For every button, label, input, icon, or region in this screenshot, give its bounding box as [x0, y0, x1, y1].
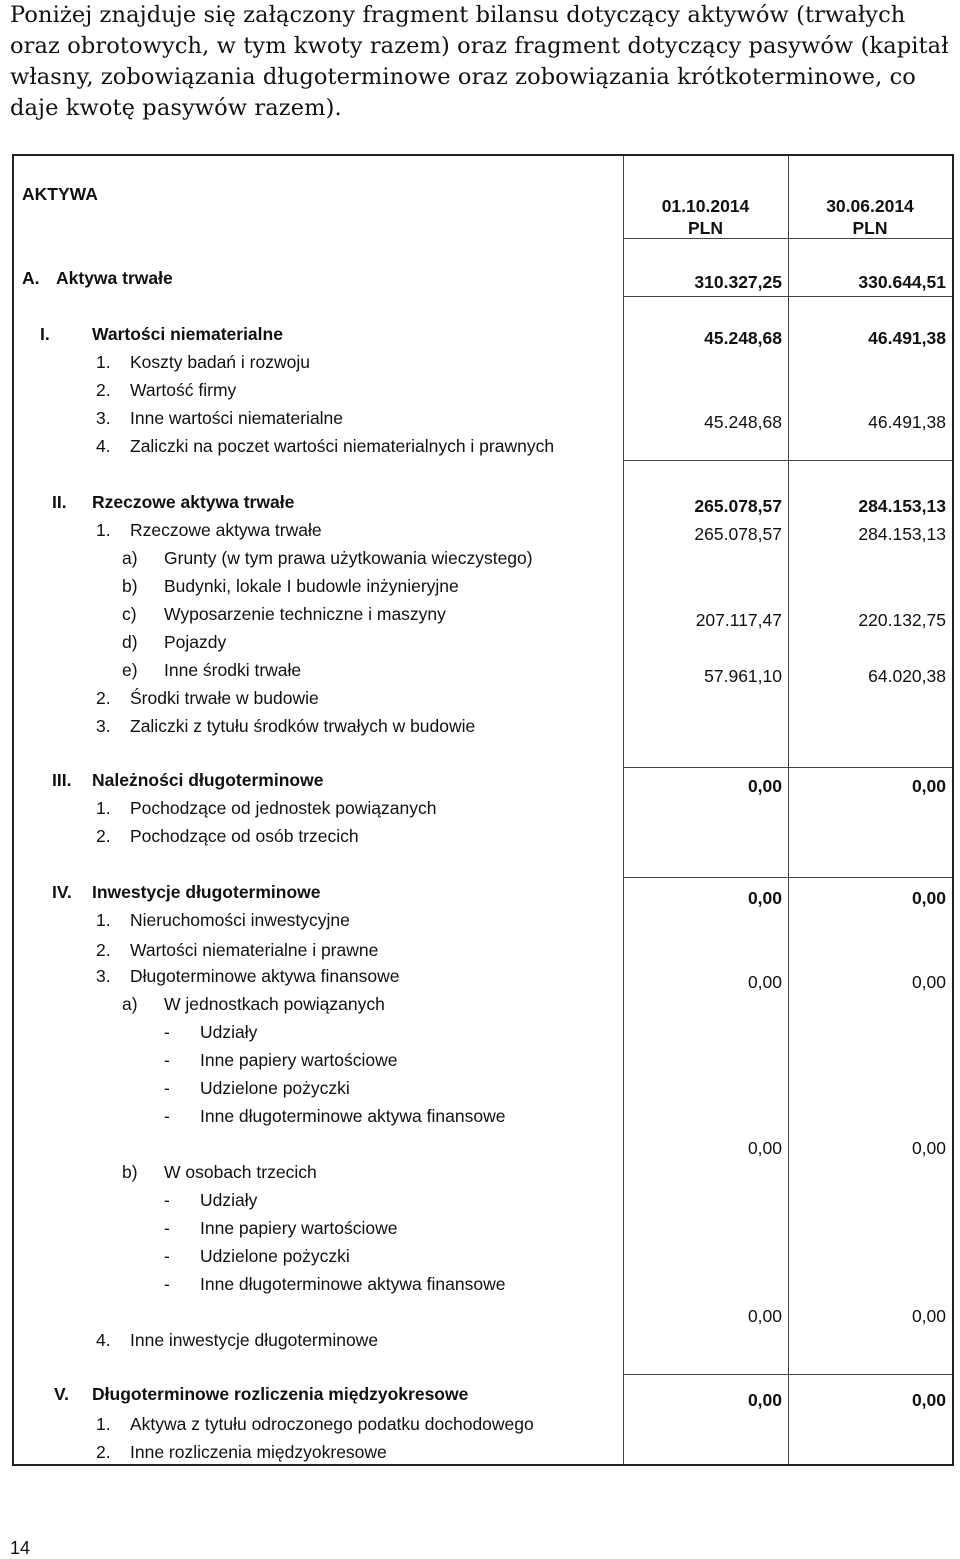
value-col2: 0,00 [911, 1138, 946, 1158]
row-number: 4. [96, 1330, 111, 1350]
value-col2: 220.132,75 [858, 610, 946, 630]
row-label: Inne papiery wartościowe [200, 1050, 398, 1070]
row-label: Inne środki trwałe [164, 660, 302, 680]
value-col2: 0,00 [911, 1390, 946, 1410]
row-label: Wartość firmy [130, 380, 237, 400]
row-label: Inne długoterminowe aktywa finansowe [200, 1106, 506, 1126]
value-col2: 0,00 [911, 776, 946, 796]
row-label: Inne długoterminowe aktywa finansowe [200, 1274, 506, 1294]
col1-currency: PLN [688, 218, 723, 238]
row-label: W jednostkach powiązanych [164, 994, 385, 1014]
row-label: Udzielone pożyczki [200, 1078, 350, 1098]
row-label: Pochodzące od osób trzecich [130, 826, 359, 846]
row-label: Należności długoterminowe [92, 770, 324, 790]
row-label: Długoterminowe aktywa finansowe [130, 966, 400, 986]
row-number: 1. [96, 798, 111, 818]
balance-sheet-table [12, 154, 954, 1466]
row-number: a) [122, 548, 138, 568]
row-label: Pojazdy [164, 632, 227, 652]
row-number: IV. [52, 882, 72, 902]
row-label: Wyposarzenie techniczne i maszyny [164, 604, 446, 624]
row-number: 2. [96, 1442, 111, 1462]
row-label: Rzeczowe aktywa trwałe [130, 520, 322, 540]
row-label: Rzeczowe aktywa trwałe [92, 492, 295, 512]
row-label: Udziały [200, 1022, 258, 1042]
row-number: 2. [96, 688, 111, 708]
row-number: - [164, 1274, 170, 1294]
row-number: - [164, 1218, 170, 1238]
row-label: Wartości niematerialne i prawne [130, 940, 379, 960]
row-number: 1. [96, 520, 111, 540]
row-number: 1. [96, 1414, 111, 1434]
value-col2: 284.153,13 [858, 496, 946, 516]
row-number: - [164, 1106, 170, 1126]
value-col1: 0,00 [747, 1138, 782, 1158]
value-col2: 46.491,38 [868, 328, 946, 348]
row-label: Inne wartości niematerialne [130, 408, 344, 428]
row-number: 1. [96, 352, 111, 372]
row-number: 4. [96, 436, 111, 456]
row-label: Zaliczki z tytułu środków trwałych w budowie [130, 716, 476, 736]
row-number: 1. [96, 910, 111, 930]
row-number: b) [122, 1162, 138, 1182]
table-title: AKTYWA [22, 184, 98, 204]
row-number: c) [122, 604, 137, 624]
row-label: Aktywa trwałe [56, 268, 173, 288]
row-number: 3. [96, 716, 111, 736]
row-number: - [164, 1078, 170, 1098]
value-col1: 310.327,25 [694, 272, 782, 292]
row-number: I. [40, 324, 50, 344]
col2-currency: PLN [852, 218, 888, 238]
row-label: Inwestycje długoterminowe [92, 882, 321, 902]
row-number: V. [54, 1384, 69, 1404]
row-label: Pochodzące od jednostek powiązanych [130, 798, 437, 818]
row-label: Inne inwestycje długoterminowe [130, 1330, 379, 1350]
row-label: Udziały [200, 1190, 258, 1210]
row-label: Aktywa z tytułu odroczonego podatku dochodowego [130, 1414, 534, 1434]
row-number: 2. [96, 826, 111, 846]
value-col1: 0,00 [747, 1306, 782, 1326]
row-label: Budynki, lokale I budowle inżynieryjne [164, 576, 459, 596]
value-col2: 330.644,51 [858, 272, 946, 292]
value-col2: 64.020,38 [868, 666, 946, 686]
value-col2: 0,00 [911, 1306, 946, 1326]
row-number: d) [122, 632, 138, 652]
intro-paragraph: Poniżej znajduje się załączony fragment bilansu dotyczący aktywów (trwałych oraz obrotowych, w tym kwoty razem) oraz fragment dotyczący pasywów (kapitał własny, zobowiązania długoterminowe oraz zobowiązania krótkoterminowe, co daje kwotę pasywów razem). [10, 2, 949, 121]
value-col2: 284.153,13 [858, 524, 946, 544]
row-label: Środki trwałe w budowie [130, 688, 319, 708]
row-label: Koszty badań i rozwoju [130, 352, 310, 372]
row-number: - [164, 1022, 170, 1042]
row-number: II. [52, 492, 67, 512]
value-col2: 0,00 [911, 888, 946, 908]
value-col2: 0,00 [911, 972, 946, 992]
col2-date: 30.06.2014 [826, 196, 914, 216]
col1-date: 01.10.2014 [661, 196, 750, 216]
row-label: Zaliczki na poczet wartości niematerialnych i prawnych [130, 436, 555, 456]
value-col1: 45.248,68 [704, 328, 782, 348]
value-col1: 45.248,68 [704, 412, 782, 432]
row-number: 3. [96, 408, 111, 428]
value-col1: 0,00 [747, 888, 782, 908]
row-label: Inne papiery wartościowe [200, 1218, 398, 1238]
value-col1: 265.078,57 [694, 524, 782, 544]
value-col1: 57.961,10 [704, 666, 782, 686]
row-number: b) [122, 576, 138, 596]
value-col1: 0,00 [747, 972, 782, 992]
row-number: a) [122, 994, 138, 1014]
value-col1: 0,00 [747, 776, 782, 796]
row-number: e) [122, 660, 138, 680]
value-col1: 265.078,57 [694, 496, 782, 516]
row-number: - [164, 1050, 170, 1070]
row-number: III. [52, 770, 72, 790]
row-number: 2. [96, 380, 111, 400]
row-number: - [164, 1190, 170, 1210]
row-number: 3. [96, 966, 111, 986]
value-col1: 0,00 [747, 1390, 782, 1410]
row-number: 2. [96, 940, 111, 960]
row-label: W osobach trzecich [164, 1162, 317, 1182]
row-label: Nieruchomości inwestycyjne [130, 910, 350, 930]
row-number: - [164, 1246, 170, 1266]
page-number: 14 [10, 1538, 31, 1558]
value-col2: 46.491,38 [868, 412, 946, 432]
value-col1: 207.117,47 [695, 610, 782, 630]
row-number: A. [22, 268, 40, 288]
row-label: Długoterminowe rozliczenia międzyokresowe [92, 1384, 469, 1404]
row-label: Udzielone pożyczki [200, 1246, 350, 1266]
row-label: Inne rozliczenia międzyokresowe [130, 1442, 387, 1462]
row-label: Wartości niematerialne [92, 324, 283, 344]
row-label: Grunty (w tym prawa użytkowania wieczystego) [164, 548, 533, 568]
